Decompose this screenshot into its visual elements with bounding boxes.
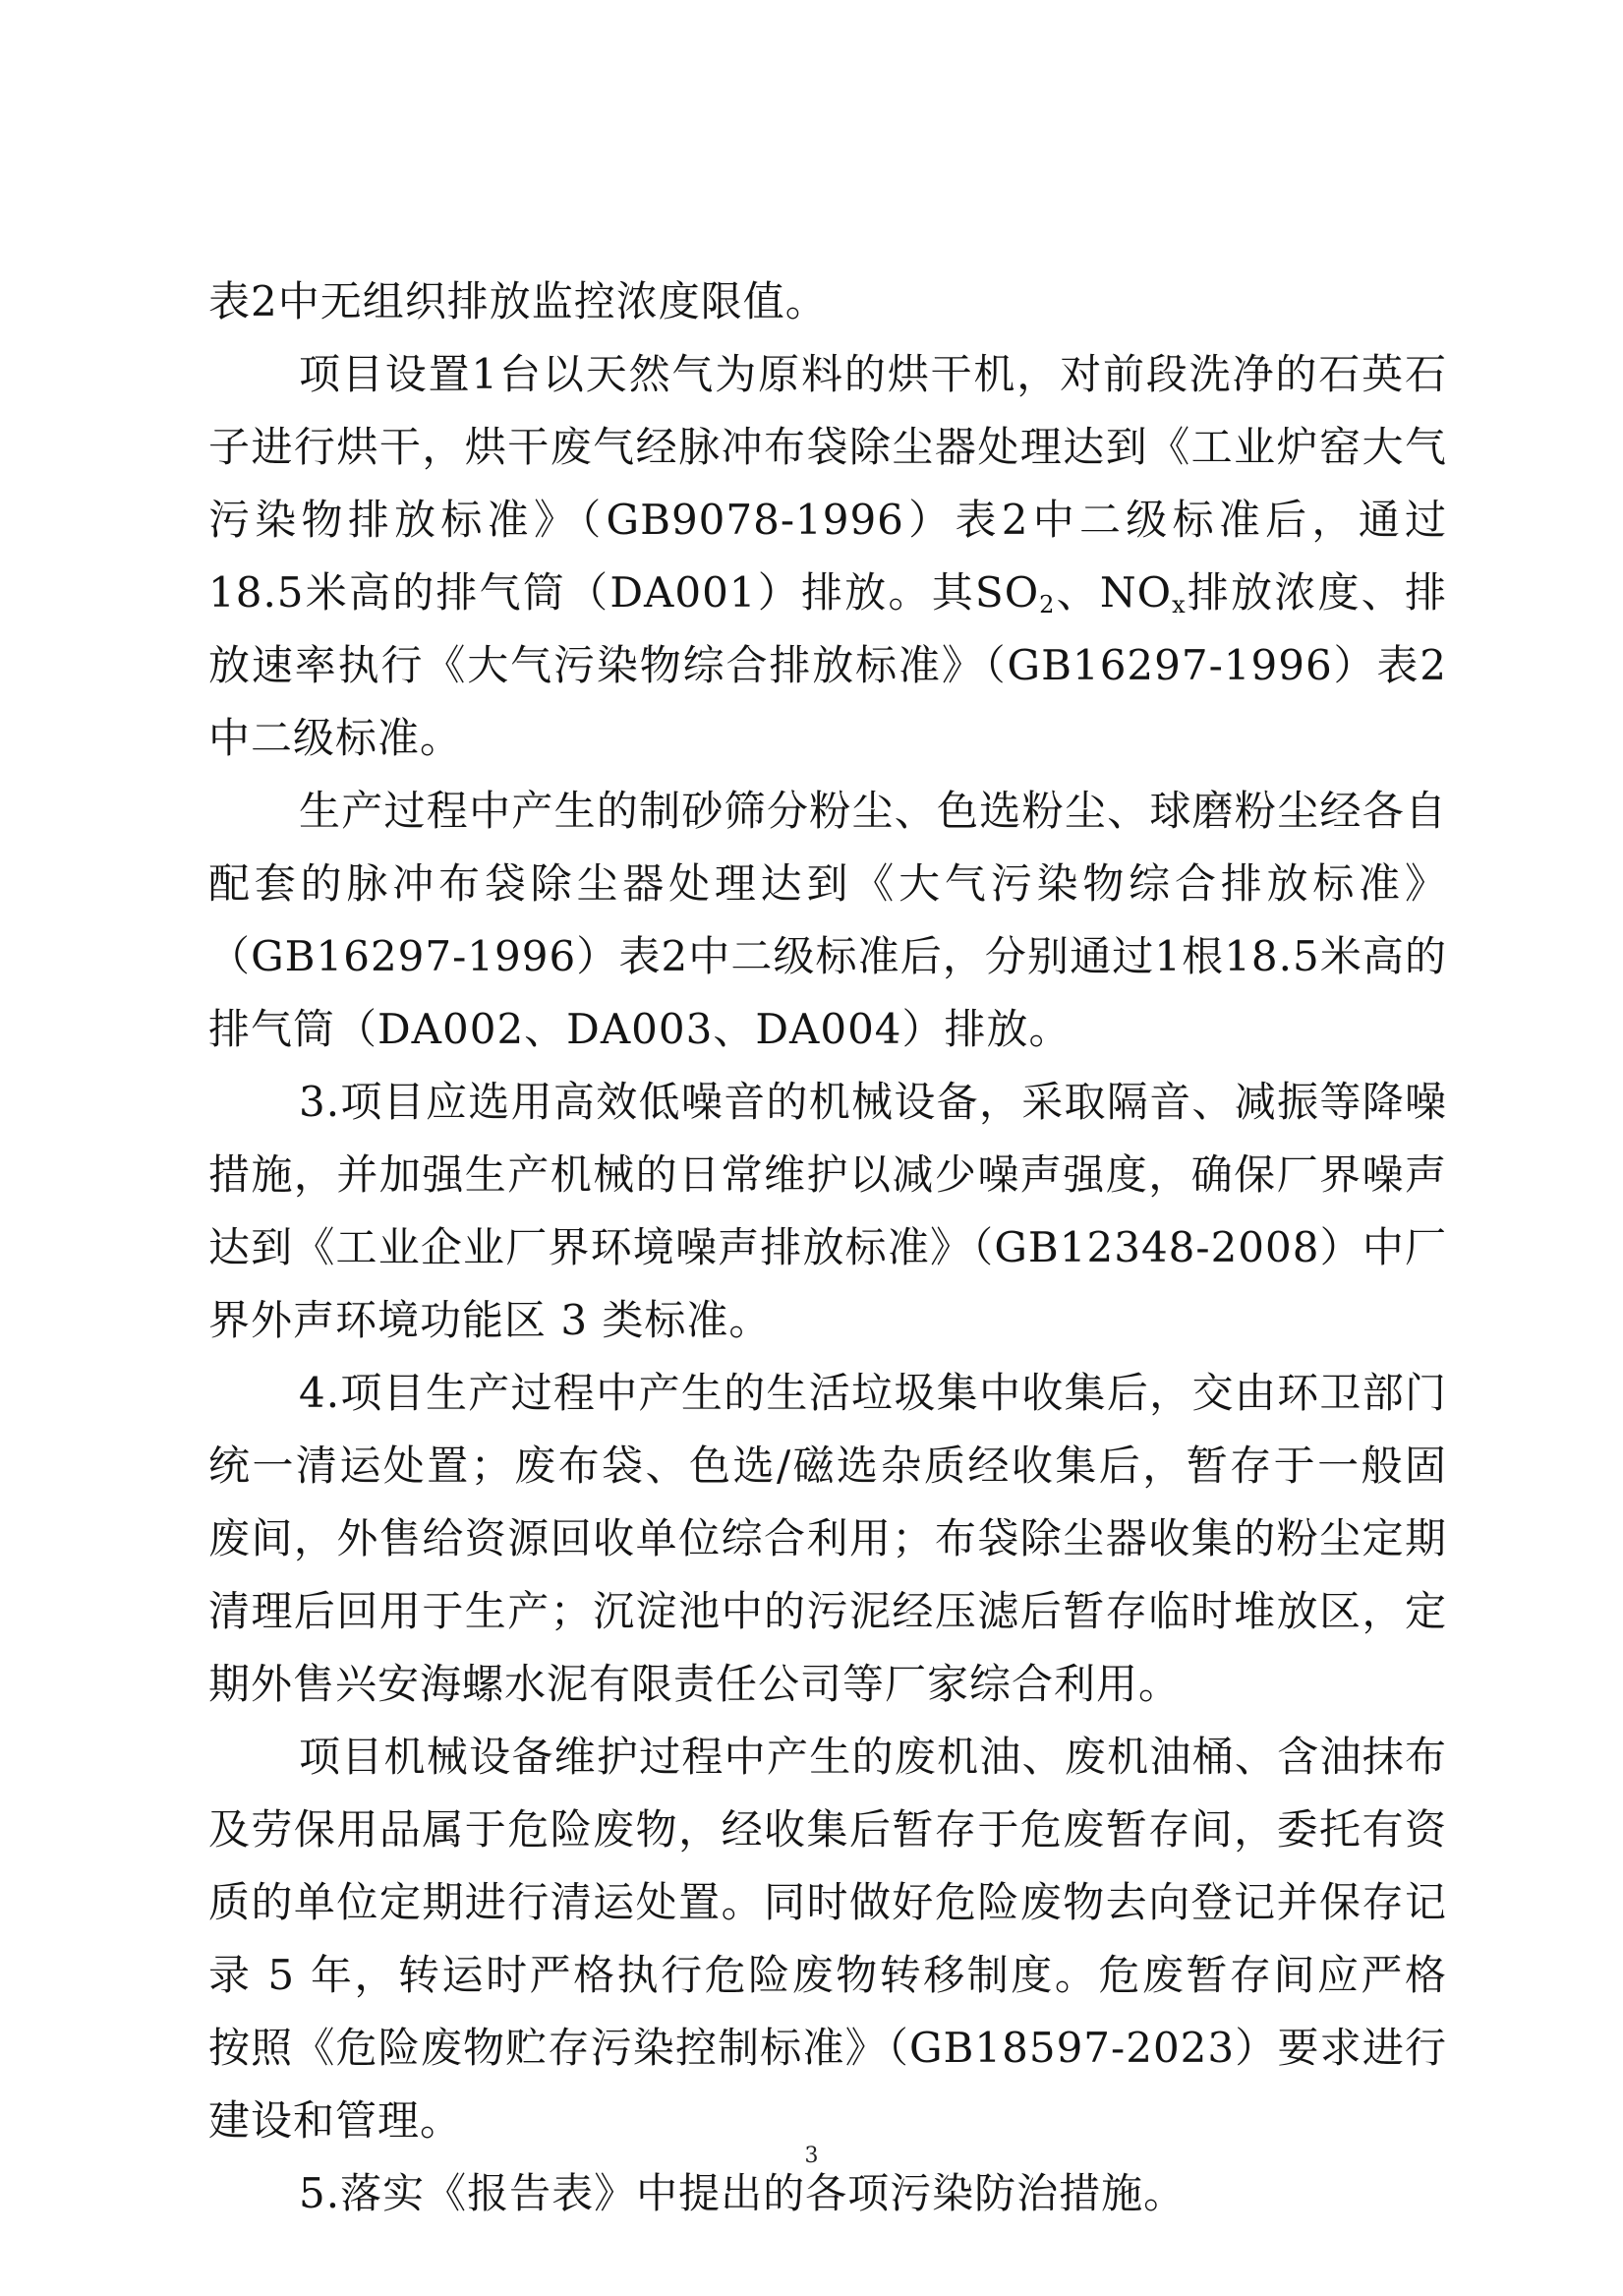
document-body [208, 265, 1447, 2230]
nox-prefix: 、NO [1055, 568, 1173, 617]
nox-subscript: x [1172, 591, 1187, 618]
so2-nox-standard-text: 排放浓度、排放速率执行《大气污染物综合排放标准》（GB16297-1996）表2中二级标准。 [208, 568, 1447, 762]
paragraph-dryer-exhaust [208, 338, 1447, 775]
paragraph-hazardous-waste: 项目机械设备维护过程中产生的废机油、废机油桶、含油抹布及劳保用品属于危险废物，经收集后暂存于危废暂存间，委托有资质的单位定期进行清运处置。同时做好危险废物去向登记并保存记录 5 年，转运时严格执行危险废物转移制度。危废暂存间应严格按照《危险废物贮存污染控制标准》（GB18597-2023）要求进行建设和管理。 [208, 1733, 1447, 2145]
dryer-exhaust-text: 项目设置1台以天然气为原料的烘干机，对前段洗净的石英石子进行烘干，烘干废气经脉冲布袋除尘器处理达到《工业炉窑大气污染物排放标准》（GB9078-1996）表2中二级标准后，通过18.5米高的排气筒（DA001）排放。 [208, 350, 1447, 617]
paragraph-pollution-measures: 5.落实《报告表》中提出的各项污染防治措施。 [299, 2169, 1187, 2217]
paragraph-noise-control: 3.项目应选用高效低噪音的机械设备，采取隔音、减振等降噪措施，并加强生产机械的日常维护以减少噪声强度，确保厂界噪声达到《工业企业厂界环境噪声排放标准》（GB12348-2008）中厂界外声环境功能区 3 类标准。 [208, 1078, 1447, 1344]
page-number: 3 [804, 2144, 819, 2168]
so2-nox-prefix: 其SO [931, 568, 1040, 617]
paragraph-solid-waste: 4.项目生产过程中产生的生活垃圾集中收集后，交由环卫部门统一清运处置；废布袋、色选/磁选杂质经收集后，暂存于一般固废间，外售给资源回收单位综合利用；布袋除尘器收集的粉尘定期清理后回用于生产；沉淀池中的污泥经压滤后暂存临时堆放区，定期外售兴安海螺水泥有限责任公司等厂家综合利用。 [208, 1369, 1447, 1708]
paragraph-exhaust-limit: 表2中无组织排放监控浓度限值。 [208, 277, 828, 325]
paragraph-dust-treatment: 生产过程中产生的制砂筛分粉尘、色选粉尘、球磨粉尘经各自配套的脉冲布袋除尘器处理达到《大气污染物综合排放标准》（GB16297-1996）表2中二级标准后，分别通过1根18.5米高的排气筒（DA002、DA003、DA004）排放。 [208, 787, 1447, 1053]
so2-subscript: 2 [1039, 591, 1056, 618]
